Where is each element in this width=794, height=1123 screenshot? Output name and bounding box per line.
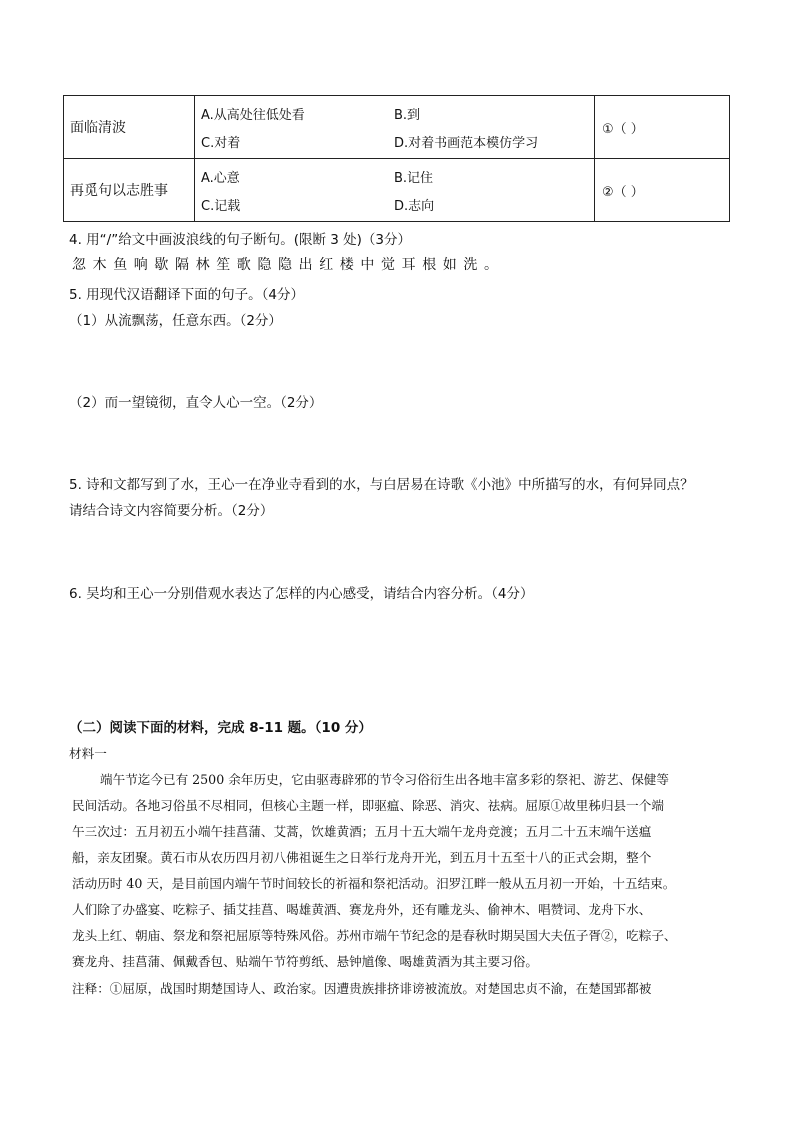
material-paragraph-line: 赛龙舟、挂菖蒲、佩戴香包、贴端午节符剪纸、悬钟馗像、喝雄黄酒为其主要习俗。 bbox=[72, 954, 538, 969]
question-5-sentence-2: （2）而一望镜彻，直令人心一空。（2分） bbox=[69, 395, 323, 411]
option-a: A.心意 bbox=[201, 170, 240, 186]
option-b: B.记住 bbox=[394, 170, 434, 186]
option-d: D.志向 bbox=[394, 198, 435, 214]
material-paragraph-line: 午三次过：五月初五小端午挂菖蒲、艾蒿，饮雄黄酒；五月十五大端午龙舟竞渡；五月二十五末端午送瘟 bbox=[72, 824, 652, 839]
option-b: B.到 bbox=[394, 107, 421, 123]
footnote: 注释：①屈原，战国时期楚国诗人、政治家。因遭贵族排挤诽谤被流放。对楚国忠贞不渝，在楚国郢都被 bbox=[72, 981, 652, 996]
question-6-prompt: 6. 吴均和王心一分别借观水表达了怎样的内心感受，请结合内容分析。（4分） bbox=[69, 586, 534, 602]
question-4-sentence: 忽木鱼响歇隔林笙歌隐隐出红楼中觉耳根如洗。 bbox=[72, 257, 505, 273]
question-5-prompt: 5. 用现代汉语翻译下面的句子。（4分） bbox=[69, 287, 305, 303]
material-paragraph-line: 端午节迄今已有 2500 余年历史，它由驱毒辟邪的节令习俗衍生出各地丰富多彩的祭祀、游艺、保健等 bbox=[100, 772, 669, 787]
question-5b-line-2: 请结合诗文内容简要分析。（2分） bbox=[69, 503, 274, 519]
table-row bbox=[64, 96, 730, 159]
answer-blank[interactable]: ②（ ） bbox=[595, 159, 730, 222]
options-cell bbox=[195, 96, 595, 159]
options-cell bbox=[195, 159, 595, 222]
option-a: A.从高处往低处看 bbox=[201, 107, 305, 123]
question-5-sentence-1: （1）从流飘荡，任意东西。（2分） bbox=[69, 313, 282, 329]
answer-blank[interactable]: ①（ ） bbox=[595, 96, 730, 159]
material-paragraph-line: 人们除了办盛宴、吃粽子、插艾挂菖、喝雄黄酒、赛龙舟外，还有雕龙头、偷神木、唱赞词、龙舟下水、 bbox=[72, 902, 652, 917]
section-2-heading: （二）阅读下面的材料，完成 8-11 题。（10 分） bbox=[69, 720, 372, 736]
option-d: D.对着书画范本模仿学习 bbox=[394, 135, 539, 151]
question-4-prompt: 4. 用“/”给文中画波浪线的句子断句。(限断 3 处)（3分） bbox=[69, 232, 412, 248]
option-c: C.记载 bbox=[201, 198, 241, 214]
table-row bbox=[64, 159, 730, 222]
material-paragraph-line: 活动历时 40 天，是目前国内端午节时间较长的祈福和祭祀活动。汨罗江畔一般从五月初一开始，十五结束。 bbox=[72, 876, 676, 891]
material-paragraph-line: 船，亲友团聚。黄石市从农历四月初八佛祖诞生之日举行龙舟开光，到五月十五至十八的正式会期，整个 bbox=[72, 850, 652, 865]
vocab-choice-table bbox=[63, 95, 730, 222]
term-cell: 面临清波 bbox=[64, 96, 195, 159]
material-label: 材料一 bbox=[69, 746, 107, 761]
option-c: C.对着 bbox=[201, 135, 241, 151]
material-paragraph-line: 民间活动。各地习俗虽不尽相同，但核心主题一样，即驱瘟、除恶、消灾、祛病。屈原①故里秭归县一个端 bbox=[72, 798, 664, 813]
question-5b-line-1: 5. 诗和文都写到了水，王心一在净业寺看到的水，与白居易在诗歌《小池》中所描写的水，有何异同点？ bbox=[69, 477, 694, 493]
term-cell: 再觅句以志胜事 bbox=[64, 159, 195, 222]
material-paragraph-line: 龙头上红、朝庙、祭龙和祭祀屈原等特殊风俗。苏州市端午节纪念的是春秋时期吴国大夫伍子胥②，吃粽子、 bbox=[72, 928, 677, 943]
